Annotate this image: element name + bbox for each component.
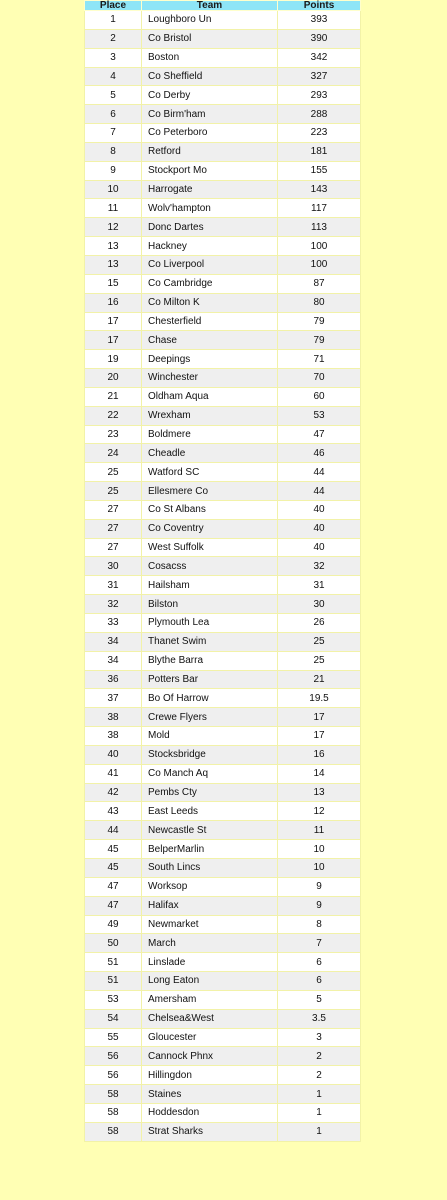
- table-row: [85, 745, 361, 764]
- table-row: [85, 293, 361, 312]
- team-cell: Oldham Aqua: [142, 387, 278, 406]
- team-cell: Thanet Swim: [142, 632, 278, 651]
- team-cell: South Lincs: [142, 858, 278, 877]
- team-cell: Potters Bar: [142, 670, 278, 689]
- points-cell: 26: [278, 614, 361, 633]
- points-cell: 9: [278, 877, 361, 896]
- table-row: [85, 614, 361, 633]
- team-cell: Long Eaton: [142, 972, 278, 991]
- table-row: [85, 670, 361, 689]
- place-cell: 38: [85, 727, 142, 746]
- team-cell: Crewe Flyers: [142, 708, 278, 727]
- place-cell: 17: [85, 331, 142, 350]
- place-cell: 32: [85, 595, 142, 614]
- table-row: [85, 29, 361, 48]
- points-cell: 17: [278, 727, 361, 746]
- team-cell: Bo Of Harrow: [142, 689, 278, 708]
- team-cell: Co Sheffield: [142, 67, 278, 86]
- table-row: [85, 255, 361, 274]
- team-cell: Cannock Phnx: [142, 1047, 278, 1066]
- team-cell: Co Coventry: [142, 519, 278, 538]
- table-row: [85, 350, 361, 369]
- place-cell: 56: [85, 1047, 142, 1066]
- team-cell: Strat Sharks: [142, 1122, 278, 1141]
- team-cell: Co Derby: [142, 86, 278, 105]
- points-cell: 223: [278, 124, 361, 143]
- place-cell: 33: [85, 614, 142, 633]
- place-cell: 11: [85, 199, 142, 218]
- team-cell: Chesterfield: [142, 312, 278, 331]
- points-cell: 79: [278, 312, 361, 331]
- place-cell: 56: [85, 1066, 142, 1085]
- team-cell: Retford: [142, 142, 278, 161]
- points-cell: 79: [278, 331, 361, 350]
- team-cell: Hillingdon: [142, 1066, 278, 1085]
- team-cell: Boldmere: [142, 425, 278, 444]
- points-cell: 6: [278, 972, 361, 991]
- place-cell: 27: [85, 538, 142, 557]
- team-cell: Plymouth Lea: [142, 614, 278, 633]
- team-cell: Donc Dartes: [142, 218, 278, 237]
- table-row: [85, 632, 361, 651]
- place-cell: 25: [85, 482, 142, 501]
- team-cell: Watford SC: [142, 463, 278, 482]
- points-cell: 31: [278, 576, 361, 595]
- team-cell: Mold: [142, 727, 278, 746]
- points-cell: 155: [278, 161, 361, 180]
- team-cell: Wolv'hampton: [142, 199, 278, 218]
- place-cell: 44: [85, 821, 142, 840]
- place-cell: 58: [85, 1122, 142, 1141]
- team-cell: Chase: [142, 331, 278, 350]
- points-cell: 10: [278, 858, 361, 877]
- points-cell: 5: [278, 990, 361, 1009]
- points-cell: 16: [278, 745, 361, 764]
- team-cell: East Leeds: [142, 802, 278, 821]
- points-cell: 113: [278, 218, 361, 237]
- points-cell: 25: [278, 632, 361, 651]
- results-table: [84, 0, 361, 1142]
- team-cell: Hailsham: [142, 576, 278, 595]
- table-row: [85, 915, 361, 934]
- team-cell: Staines: [142, 1085, 278, 1104]
- team-cell: Co Milton K: [142, 293, 278, 312]
- table-row: [85, 124, 361, 143]
- place-cell: 43: [85, 802, 142, 821]
- table-row: [85, 651, 361, 670]
- place-cell: 51: [85, 953, 142, 972]
- points-cell: 117: [278, 199, 361, 218]
- place-cell: 38: [85, 708, 142, 727]
- place-cell: 7: [85, 124, 142, 143]
- place-cell: 47: [85, 877, 142, 896]
- table-row: [85, 519, 361, 538]
- points-cell: 288: [278, 105, 361, 124]
- points-cell: 80: [278, 293, 361, 312]
- points-cell: 30: [278, 595, 361, 614]
- team-cell: Gloucester: [142, 1028, 278, 1047]
- points-cell: 1: [278, 1085, 361, 1104]
- table-row: [85, 500, 361, 519]
- team-cell: West Suffolk: [142, 538, 278, 557]
- place-cell: 34: [85, 651, 142, 670]
- points-cell: 17: [278, 708, 361, 727]
- points-cell: 40: [278, 500, 361, 519]
- place-cell: 17: [85, 312, 142, 331]
- points-cell: 100: [278, 255, 361, 274]
- points-cell: 8: [278, 915, 361, 934]
- points-cell: 3.5: [278, 1009, 361, 1028]
- points-cell: 7: [278, 934, 361, 953]
- team-cell: Co Cambridge: [142, 274, 278, 293]
- points-cell: 60: [278, 387, 361, 406]
- team-cell: Winchester: [142, 369, 278, 388]
- table-row: [85, 11, 361, 30]
- place-cell: 27: [85, 519, 142, 538]
- table-row: [85, 218, 361, 237]
- team-cell: Co Peterboro: [142, 124, 278, 143]
- points-cell: 14: [278, 764, 361, 783]
- points-cell: 46: [278, 444, 361, 463]
- team-cell: Bilston: [142, 595, 278, 614]
- team-cell: Stocksbridge: [142, 745, 278, 764]
- table-row: [85, 557, 361, 576]
- team-cell: Loughboro Un: [142, 11, 278, 30]
- place-cell: 20: [85, 369, 142, 388]
- team-cell: March: [142, 934, 278, 953]
- team-cell: Ellesmere Co: [142, 482, 278, 501]
- place-cell: 51: [85, 972, 142, 991]
- team-cell: Cosacss: [142, 557, 278, 576]
- place-cell: 34: [85, 632, 142, 651]
- points-cell: 181: [278, 142, 361, 161]
- place-cell: 1: [85, 11, 142, 30]
- team-cell: Halifax: [142, 896, 278, 915]
- table-row: [85, 727, 361, 746]
- place-cell: 45: [85, 858, 142, 877]
- team-cell: Boston: [142, 48, 278, 67]
- table-row: [85, 331, 361, 350]
- table-row: [85, 444, 361, 463]
- points-cell: 11: [278, 821, 361, 840]
- points-cell: 21: [278, 670, 361, 689]
- place-cell: 13: [85, 237, 142, 256]
- table-row: [85, 274, 361, 293]
- points-cell: 342: [278, 48, 361, 67]
- table-row: [85, 1085, 361, 1104]
- place-cell: 36: [85, 670, 142, 689]
- team-cell: Newcastle St: [142, 821, 278, 840]
- points-cell: 3: [278, 1028, 361, 1047]
- points-cell: 1: [278, 1103, 361, 1122]
- points-cell: 100: [278, 237, 361, 256]
- place-cell: 4: [85, 67, 142, 86]
- table-header: [85, 1, 361, 11]
- points-cell: 9: [278, 896, 361, 915]
- table-row: [85, 689, 361, 708]
- place-cell: 23: [85, 425, 142, 444]
- points-cell: 2: [278, 1047, 361, 1066]
- table-row: [85, 538, 361, 557]
- points-cell: 6: [278, 953, 361, 972]
- points-cell: 12: [278, 802, 361, 821]
- table-row: [85, 105, 361, 124]
- points-cell: 10: [278, 840, 361, 859]
- place-cell: 16: [85, 293, 142, 312]
- points-cell: 2: [278, 1066, 361, 1085]
- place-cell: 15: [85, 274, 142, 293]
- table-row: [85, 896, 361, 915]
- place-cell: 42: [85, 783, 142, 802]
- table-row: [85, 161, 361, 180]
- column-header-place[interactable]: Place: [85, 1, 142, 11]
- place-cell: 41: [85, 764, 142, 783]
- team-cell: Harrogate: [142, 180, 278, 199]
- place-cell: 10: [85, 180, 142, 199]
- table-row: [85, 199, 361, 218]
- place-cell: 21: [85, 387, 142, 406]
- table-row: [85, 783, 361, 802]
- place-cell: 49: [85, 915, 142, 934]
- points-cell: 1: [278, 1122, 361, 1141]
- table-row: [85, 953, 361, 972]
- table-row: [85, 463, 361, 482]
- place-cell: 54: [85, 1009, 142, 1028]
- points-cell: 143: [278, 180, 361, 199]
- table-row: [85, 576, 361, 595]
- place-cell: 2: [85, 29, 142, 48]
- place-cell: 24: [85, 444, 142, 463]
- team-cell: Co Bristol: [142, 29, 278, 48]
- place-cell: 47: [85, 896, 142, 915]
- table-row: [85, 840, 361, 859]
- place-cell: 13: [85, 255, 142, 274]
- table-row: [85, 1009, 361, 1028]
- team-cell: Newmarket: [142, 915, 278, 934]
- table-row: [85, 1047, 361, 1066]
- place-cell: 8: [85, 142, 142, 161]
- place-cell: 40: [85, 745, 142, 764]
- team-cell: Chelsea&West: [142, 1009, 278, 1028]
- place-cell: 37: [85, 689, 142, 708]
- table-row: [85, 142, 361, 161]
- column-header-points[interactable]: Points: [278, 1, 361, 11]
- table-row: [85, 764, 361, 783]
- team-cell: Wrexham: [142, 406, 278, 425]
- team-cell: Blythe Barra: [142, 651, 278, 670]
- place-cell: 22: [85, 406, 142, 425]
- team-cell: Linslade: [142, 953, 278, 972]
- place-cell: 25: [85, 463, 142, 482]
- table-row: [85, 482, 361, 501]
- place-cell: 30: [85, 557, 142, 576]
- table-row: [85, 990, 361, 1009]
- results-table-container: [84, 0, 360, 1142]
- table-row: [85, 237, 361, 256]
- table-row: [85, 877, 361, 896]
- place-cell: 58: [85, 1103, 142, 1122]
- header-row: [85, 1, 361, 11]
- points-cell: 19.5: [278, 689, 361, 708]
- table-row: [85, 1066, 361, 1085]
- team-cell: BelperMarlin: [142, 840, 278, 859]
- table-row: [85, 67, 361, 86]
- team-cell: Amersham: [142, 990, 278, 1009]
- points-cell: 327: [278, 67, 361, 86]
- team-cell: Co St Albans: [142, 500, 278, 519]
- place-cell: 50: [85, 934, 142, 953]
- table-row: [85, 934, 361, 953]
- place-cell: 9: [85, 161, 142, 180]
- points-cell: 13: [278, 783, 361, 802]
- table-body: [85, 11, 361, 1142]
- points-cell: 40: [278, 519, 361, 538]
- team-cell: Hackney: [142, 237, 278, 256]
- table-row: [85, 387, 361, 406]
- place-cell: 12: [85, 218, 142, 237]
- points-cell: 44: [278, 463, 361, 482]
- place-cell: 19: [85, 350, 142, 369]
- team-cell: Deepings: [142, 350, 278, 369]
- table-row: [85, 858, 361, 877]
- team-cell: Pembs Cty: [142, 783, 278, 802]
- place-cell: 27: [85, 500, 142, 519]
- points-cell: 25: [278, 651, 361, 670]
- table-row: [85, 708, 361, 727]
- table-row: [85, 369, 361, 388]
- points-cell: 32: [278, 557, 361, 576]
- table-row: [85, 821, 361, 840]
- team-cell: Worksop: [142, 877, 278, 896]
- place-cell: 45: [85, 840, 142, 859]
- points-cell: 87: [278, 274, 361, 293]
- table-row: [85, 48, 361, 67]
- place-cell: 31: [85, 576, 142, 595]
- table-row: [85, 595, 361, 614]
- points-cell: 390: [278, 29, 361, 48]
- table-row: [85, 180, 361, 199]
- points-cell: 47: [278, 425, 361, 444]
- points-cell: 293: [278, 86, 361, 105]
- place-cell: 3: [85, 48, 142, 67]
- points-cell: 53: [278, 406, 361, 425]
- place-cell: 58: [85, 1085, 142, 1104]
- table-row: [85, 1028, 361, 1047]
- points-cell: 71: [278, 350, 361, 369]
- table-row: [85, 406, 361, 425]
- team-cell: Co Manch Aq: [142, 764, 278, 783]
- team-cell: Cheadle: [142, 444, 278, 463]
- points-cell: 393: [278, 11, 361, 30]
- table-row: [85, 972, 361, 991]
- points-cell: 40: [278, 538, 361, 557]
- points-cell: 70: [278, 369, 361, 388]
- team-cell: Hoddesdon: [142, 1103, 278, 1122]
- place-cell: 6: [85, 105, 142, 124]
- place-cell: 5: [85, 86, 142, 105]
- table-row: [85, 802, 361, 821]
- place-cell: 53: [85, 990, 142, 1009]
- table-row: [85, 425, 361, 444]
- table-row: [85, 1103, 361, 1122]
- table-row: [85, 86, 361, 105]
- team-cell: Co Liverpool: [142, 255, 278, 274]
- points-cell: 44: [278, 482, 361, 501]
- team-cell: Co Birm'ham: [142, 105, 278, 124]
- place-cell: 55: [85, 1028, 142, 1047]
- table-row: [85, 312, 361, 331]
- table-row: [85, 1122, 361, 1141]
- team-cell: Stockport Mo: [142, 161, 278, 180]
- column-header-team[interactable]: Team: [142, 1, 278, 11]
